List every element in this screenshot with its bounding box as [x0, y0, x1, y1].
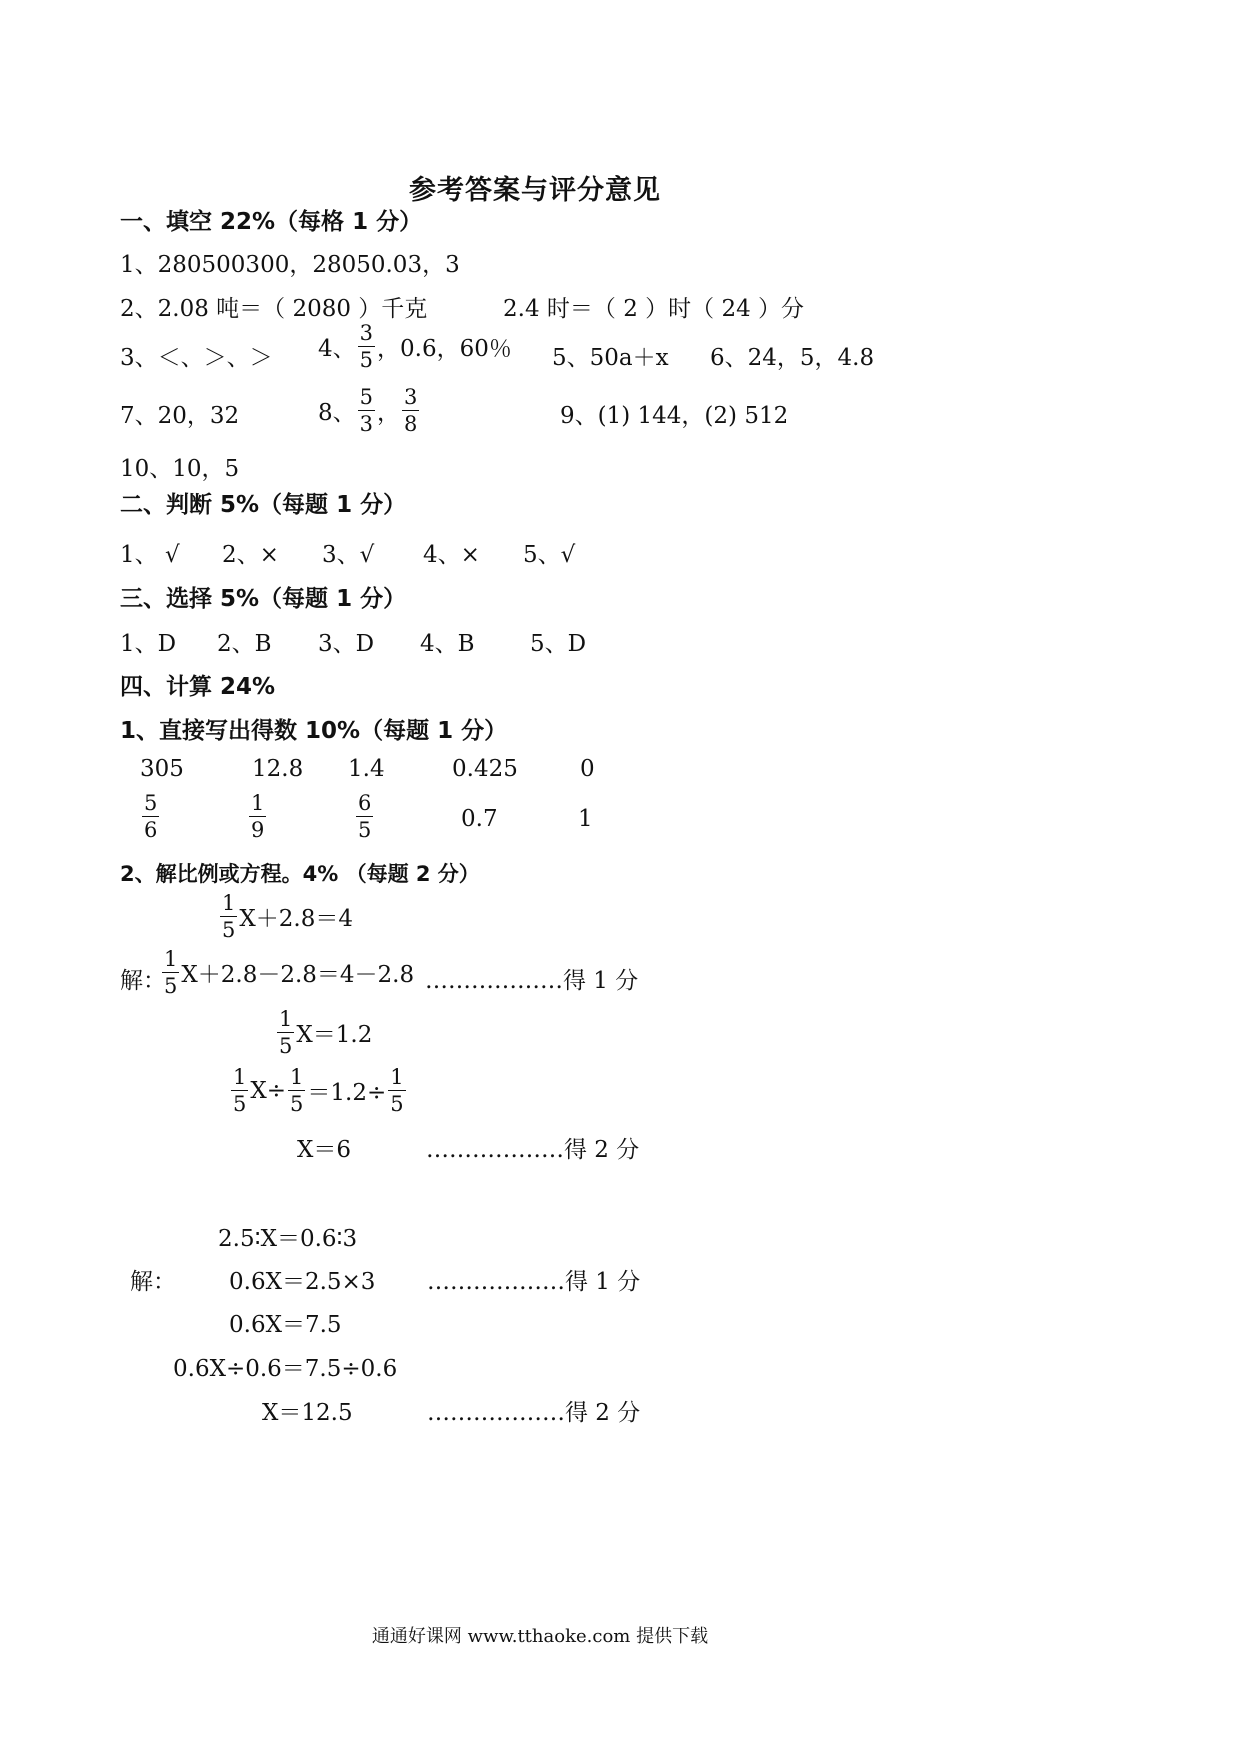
solution-label: 解： — [120, 968, 166, 994]
eq1-line2-text: X＋2.8－2.8＝4－2.8 — [181, 962, 415, 989]
fraction-denominator: 6 — [144, 818, 158, 843]
direct-fraction — [354, 792, 375, 841]
answer-8-prefix: 8、 — [318, 400, 356, 427]
fraction-numerator: 6 — [356, 792, 373, 817]
eq1-line3 — [275, 1008, 372, 1057]
fraction-numerator: 5 — [358, 386, 375, 411]
judge-answer: 5、√ — [523, 542, 576, 568]
answer-6: 6、24，5，4.8 — [710, 345, 875, 371]
fraction — [358, 386, 375, 435]
fraction — [288, 1066, 305, 1115]
answer-2a: 2、2.08 吨＝（ 2080 ）千克 — [120, 296, 428, 322]
eq2-line2: 0.6X＝2.5×3 — [229, 1269, 376, 1295]
section-heading-fill-blank: 一、填空 22%（每格 1 分） — [120, 209, 423, 235]
section-heading-choice: 三、选择 5%（每题 1 分） — [120, 586, 407, 612]
fraction — [220, 892, 237, 941]
choice-answer: 1、D — [120, 631, 177, 657]
answer-2b: 2.4 时＝（ 2 ）时（ 24 ）分 — [503, 296, 805, 322]
answer-7: 7、20，32 — [120, 403, 240, 429]
eq1-line5: X＝6 — [297, 1137, 352, 1163]
choice-answer: 5、D — [530, 631, 587, 657]
subsection-direct: 1、直接写出得数 10%（每题 1 分） — [120, 718, 508, 744]
fraction-denominator: 8 — [404, 412, 418, 437]
eq1-line1 — [218, 892, 353, 941]
fraction-numerator: 1 — [162, 948, 179, 973]
direct-answer: 12.8 — [252, 756, 304, 782]
fraction — [356, 792, 373, 841]
fraction — [358, 322, 375, 371]
choice-answer: 4、B — [420, 631, 475, 657]
judge-answer: 2、× — [222, 542, 279, 568]
fraction-numerator: 1 — [231, 1066, 248, 1091]
eq2-line5: X＝12.5 — [262, 1400, 353, 1426]
section-heading-calc: 四、计算 24% — [120, 674, 276, 700]
eq1-line4-text: ＝1.2÷ — [307, 1080, 387, 1107]
fraction-numerator: 1 — [277, 1008, 294, 1033]
separator: ， — [377, 400, 401, 427]
fraction-numerator: 1 — [288, 1066, 305, 1091]
fraction — [249, 792, 266, 841]
fraction-denominator: 5 — [359, 348, 374, 373]
eq1-line2 — [160, 948, 414, 997]
answer-1: 1、280500300，28050.03，3 — [120, 252, 460, 278]
eq1-line1-text: X＋2.8＝4 — [239, 906, 353, 933]
judge-answer: 4、× — [423, 542, 480, 568]
fraction-numerator: 3 — [358, 322, 375, 347]
page-title: 参考答案与评分意见 — [409, 175, 661, 206]
fraction — [402, 386, 419, 435]
fraction — [388, 1066, 405, 1115]
score-note: ………………得 1 分 — [425, 968, 639, 994]
solution-label: 解： — [130, 1269, 176, 1295]
fraction-denominator: 5 — [164, 974, 178, 999]
fraction-numerator: 1 — [249, 792, 266, 817]
footer-source: 通通好课网 www.tthaoke.com 提供下载 — [371, 1626, 709, 1647]
fraction-denominator: 9 — [251, 818, 265, 843]
direct-answer: 0.7 — [461, 806, 498, 832]
fraction — [162, 948, 179, 997]
section-heading-judge: 二、判断 5%（每题 1 分） — [120, 492, 407, 518]
fraction — [142, 792, 159, 841]
eq1-line4 — [229, 1066, 408, 1115]
fraction-denominator: 5 — [233, 1092, 247, 1117]
fraction-numerator: 3 — [402, 386, 419, 411]
direct-answer: 1 — [578, 806, 593, 832]
direct-answer: 305 — [140, 756, 184, 782]
direct-answer: 0.425 — [452, 756, 518, 782]
eq2-line1: 2.5∶X＝0.6∶3 — [218, 1226, 358, 1252]
choice-answer: 2、B — [217, 631, 272, 657]
direct-answer: 0 — [580, 756, 595, 782]
score-note: ………………得 2 分 — [426, 1137, 640, 1163]
answer-9: 9、(1) 144，(2) 512 — [560, 403, 789, 429]
fraction-denominator: 5 — [290, 1092, 304, 1117]
score-note: ………………得 2 分 — [427, 1400, 641, 1426]
direct-fraction — [140, 792, 161, 841]
answer-4-suffix: ，0.6，60％ — [377, 336, 512, 363]
fraction-numerator: 1 — [220, 892, 237, 917]
judge-answer: 1、 √ — [120, 542, 180, 568]
fraction-denominator: 5 — [358, 818, 372, 843]
eq2-line3: 0.6X＝7.5 — [229, 1312, 342, 1338]
answer-4-prefix: 4、 — [318, 336, 356, 363]
eq1-line3-text: X＝1.2 — [296, 1022, 373, 1049]
choice-answer: 3、D — [318, 631, 375, 657]
fraction — [277, 1008, 294, 1057]
eq1-line4-text: X÷ — [250, 1077, 287, 1104]
fraction-numerator: 1 — [388, 1066, 405, 1091]
fraction-denominator: 3 — [359, 412, 374, 437]
answer-8 — [318, 386, 421, 435]
direct-answer: 1.4 — [348, 756, 385, 782]
answer-5: 5、50a＋x — [552, 345, 669, 371]
answer-4 — [318, 322, 512, 371]
answer-10: 10、10，5 — [120, 456, 240, 482]
fraction-denominator: 5 — [279, 1034, 293, 1059]
fraction — [231, 1066, 248, 1115]
eq2-line4: 0.6X÷0.6＝7.5÷0.6 — [173, 1356, 398, 1382]
fraction-denominator: 5 — [390, 1092, 404, 1117]
judge-answer: 3、√ — [322, 542, 375, 568]
answer-3: 3、＜、＞、＞ — [120, 345, 273, 371]
direct-fraction — [247, 792, 268, 841]
fraction-numerator: 5 — [142, 792, 159, 817]
fraction-denominator: 5 — [222, 918, 236, 943]
score-note: ………………得 1 分 — [427, 1269, 641, 1295]
subsection-solve: 2、解比例或方程。4% （每题 2 分） — [120, 862, 480, 886]
